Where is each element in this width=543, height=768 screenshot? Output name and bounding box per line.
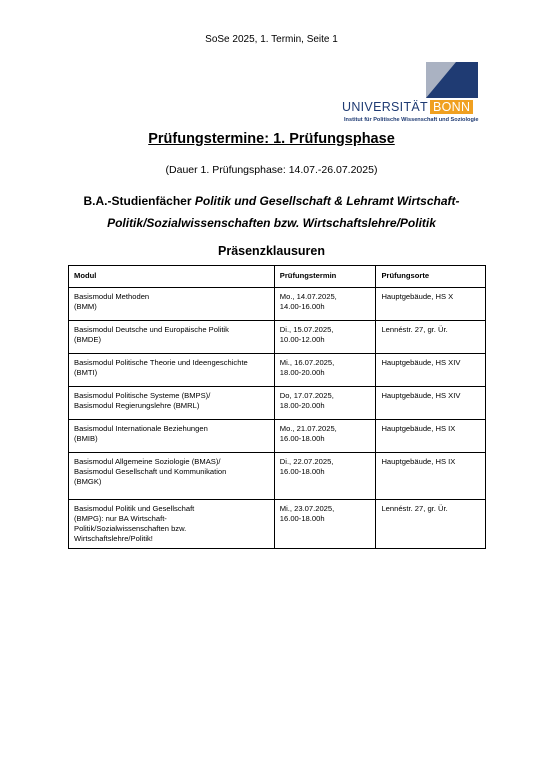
table-row [69, 420, 486, 453]
page-title: Prüfungstermine: 1. Prüfungsphase [148, 131, 395, 147]
date-cell: Di., 22.07.2025, 16.00-18.00h [274, 453, 376, 500]
table-row [69, 500, 486, 549]
logo-graphic [426, 62, 478, 98]
university-logo [342, 62, 482, 124]
module-cell: Basismodul Deutsche und Europäische Politik (BMDE) [69, 321, 275, 354]
date-cell: Do, 17.07.2025, 18.00-20.00h [274, 387, 376, 420]
date-cell: Mi., 23.07.2025, 16.00-18.00h [274, 500, 376, 549]
date-cell: Di., 15.07.2025, 10.00-12.00h [274, 321, 376, 354]
logo-city: BONN [430, 100, 473, 114]
location-cell: Lennéstr. 27, gr. Ür. [376, 321, 486, 354]
location-cell: Lennéstr. 27, gr. Ür. [376, 500, 486, 549]
logo-institute: Institut für Politische Wissenschaft und Soziologie [344, 117, 479, 123]
exam-table [68, 265, 486, 549]
module-cell: Basismodul Politische Theorie und Ideengeschichte (BMTI) [69, 354, 275, 387]
module-cell: Basismodul Politik und Gesellschaft (BMPG): nur BA Wirtschaft- Politik/Sozialwissenschaften bzw. Wirtschaftslehre/Politik! [69, 500, 275, 549]
location-cell: Hauptgebäude, HS XIV [376, 354, 486, 387]
location-cell: Hauptgebäude, HS IX [376, 453, 486, 500]
location-cell: Hauptgebäude, HS X [376, 288, 486, 321]
module-cell: Basismodul Politische Systeme (BMPS)/ Basismodul Regierungslehre (BMRL) [69, 387, 275, 420]
page-header: SoSe 2025, 1. Termin, Seite 1 [205, 34, 338, 45]
table-row [69, 321, 486, 354]
table-row [69, 387, 486, 420]
table-row [69, 354, 486, 387]
table-row [69, 288, 486, 321]
date-cell: Mo., 14.07.2025, 14.00-16.00h [274, 288, 376, 321]
programs-line-2: Politik/Sozialwissenschaften bzw. Wirtschaftslehre/Politik [107, 216, 436, 230]
logo-university: UNIVERSITÄT [342, 100, 428, 114]
column-header-date: Prüfungstermin [274, 266, 376, 288]
column-header-location: Prüfungsorte [376, 266, 486, 288]
date-cell: Mi., 16.07.2025, 18.00-20.00h [274, 354, 376, 387]
module-cell: Basismodul Methoden (BMM) [69, 288, 275, 321]
table-row [69, 453, 486, 500]
table-header-row [69, 266, 486, 288]
exam-period: (Dauer 1. Prüfungsphase: 14.07.-26.07.2025) [165, 164, 378, 176]
programs-prefix: B.A.-Studienfächer [83, 194, 195, 208]
programs-line-1: Politik und Gesellschaft & Lehramt Wirtschaft- [194, 194, 460, 208]
module-cell: Basismodul Allgemeine Soziologie (BMAS)/ Basismodul Gesellschaft und Kommunikation (BMGK) [69, 453, 275, 500]
location-cell: Hauptgebäude, HS XIV [376, 387, 486, 420]
column-header-module: Modul [69, 266, 275, 288]
location-cell: Hauptgebäude, HS IX [376, 420, 486, 453]
module-cell: Basismodul Internationale Beziehungen (BMIB) [69, 420, 275, 453]
section-title: Präsenzklausuren [218, 244, 325, 258]
logo-wordmark [342, 100, 473, 115]
date-cell: Mo., 21.07.2025, 16.00-18.00h [274, 420, 376, 453]
study-programs [60, 190, 483, 234]
